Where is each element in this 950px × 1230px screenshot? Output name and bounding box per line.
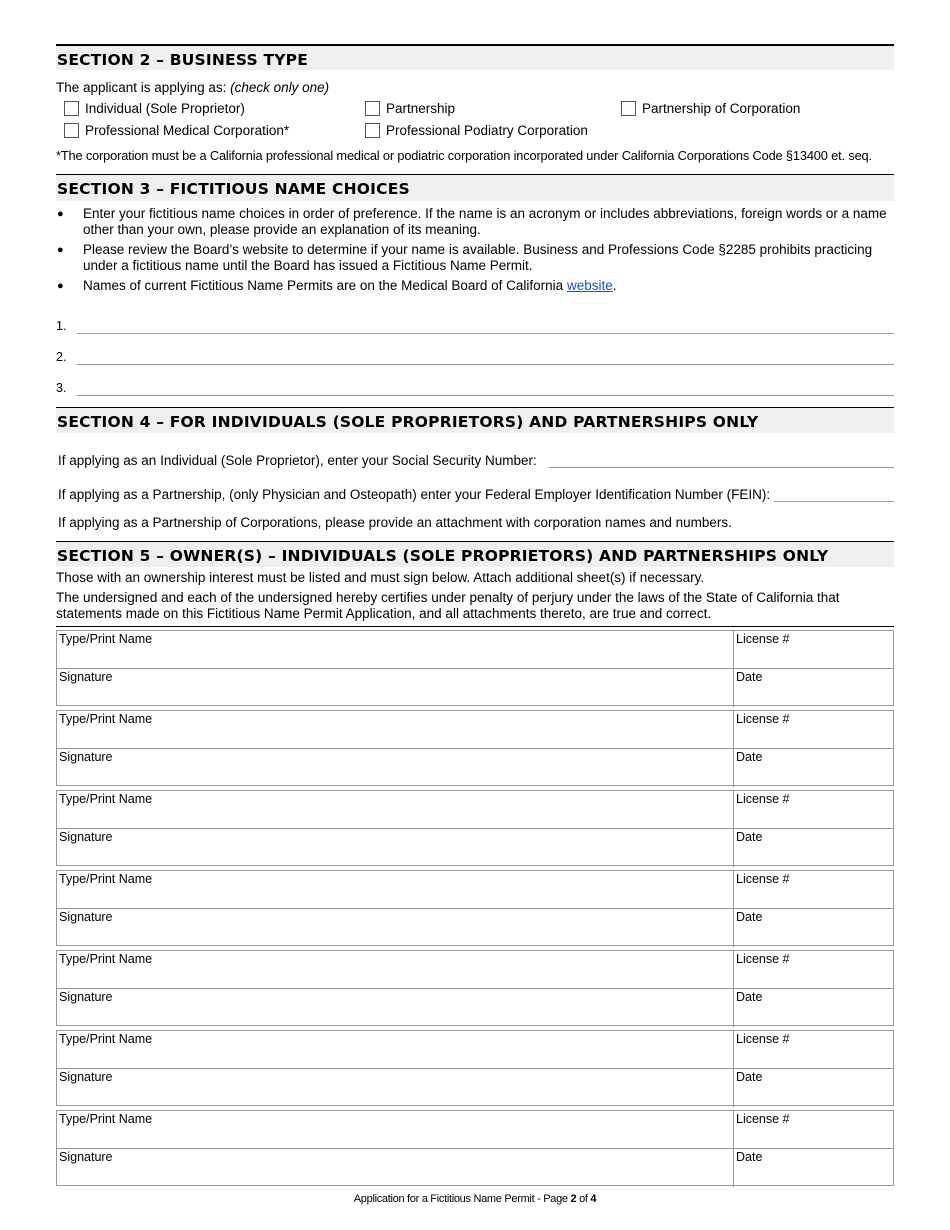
signature-label: Signature — [59, 750, 113, 764]
ssn-label: If applying as an Individual (Sole Proprietor), enter your Social Security Number: — [58, 453, 537, 468]
checkbox-row-1 — [56, 97, 894, 119]
option-label: Professional Medical Corporation* — [85, 122, 290, 138]
lead-text: The applicant is applying as: — [56, 80, 227, 95]
footer-text: Application for a Fictitious Name Permit - Page — [353, 1193, 568, 1205]
section-4 — [56, 407, 894, 530]
license-field[interactable] — [734, 951, 893, 989]
corporations-note: If applying as a Partnership of Corporations, please provide an attachment with corporation names and numbers. — [58, 515, 732, 530]
page-footer — [0, 1193, 950, 1205]
signature-field[interactable] — [57, 1149, 734, 1187]
date-field[interactable] — [734, 669, 893, 707]
print-name-label: Type/Print Name — [59, 632, 153, 646]
print-name-field[interactable] — [57, 711, 734, 749]
divider — [56, 626, 894, 627]
owner-block — [56, 870, 894, 946]
date-label: Date — [736, 670, 763, 684]
signature-field[interactable] — [57, 749, 734, 787]
date-field[interactable] — [734, 909, 893, 947]
section-5-title: SECTION 5 – OWNER(S) – INDIVIDUALS (SOLE PROPRIETORS) AND PARTNERSHIPS ONLY — [56, 541, 894, 567]
corporations-note-row — [56, 514, 894, 530]
option-individual[interactable] — [64, 101, 365, 116]
license-field[interactable] — [734, 1111, 893, 1149]
section-2-title: SECTION 2 – BUSINESS TYPE — [56, 44, 894, 70]
print-name-label: Type/Print Name — [59, 1032, 153, 1046]
license-label: License # — [736, 872, 790, 886]
line-number: 1. — [56, 319, 67, 333]
signature-field[interactable] — [57, 669, 734, 707]
bullet-3-end: . — [612, 278, 617, 293]
bullet-icon: ● — [57, 208, 64, 220]
bullet-icon: ● — [57, 280, 64, 292]
signature-label: Signature — [59, 830, 113, 844]
certification-statement: The undersigned and each of the undersigned hereby certifies under penalty of perjury under the laws of the State of California that statements made on this Fictitious Name Permit Application, and all attachments thereto, are true and correct. — [56, 590, 840, 621]
print-name-field[interactable] — [57, 951, 734, 989]
option-professional-podiatry[interactable] — [365, 123, 588, 138]
license-field[interactable] — [734, 631, 893, 669]
date-label: Date — [736, 830, 763, 844]
option-label: Individual (Sole Proprietor) — [85, 100, 245, 116]
partnership-of-corporation-checkbox[interactable] — [621, 101, 636, 116]
list-item — [56, 206, 894, 238]
option-label: Professional Podiatry Corporation — [386, 122, 588, 138]
print-name-field[interactable] — [57, 1111, 734, 1149]
section-2 — [56, 44, 894, 175]
individual-checkbox[interactable] — [64, 101, 79, 116]
date-field[interactable] — [734, 989, 893, 1027]
print-name-label: Type/Print Name — [59, 712, 153, 726]
owner-block — [56, 630, 894, 706]
checkbox-row-2 — [56, 119, 894, 141]
print-name-label: Type/Print Name — [59, 952, 153, 966]
signature-label: Signature — [59, 670, 113, 684]
owners-table — [56, 630, 894, 1186]
name-choice-3-input[interactable] — [77, 395, 894, 396]
date-field[interactable] — [734, 749, 893, 787]
section-4-title: SECTION 4 – FOR INDIVIDUALS (SOLE PROPRIETORS) AND PARTNERSHIPS ONLY — [56, 407, 894, 433]
lead-note: (check only one) — [230, 80, 330, 95]
instructions-list — [56, 206, 894, 294]
date-field[interactable] — [734, 829, 893, 867]
ownership-instruction: Those with an ownership interest must be listed and must sign below. Attach additional sheet(s) if necessary. — [56, 570, 705, 585]
professional-podiatry-checkbox[interactable] — [365, 123, 380, 138]
signature-label: Signature — [59, 1070, 113, 1084]
list-item — [56, 242, 894, 274]
owner-block — [56, 1030, 894, 1106]
date-label: Date — [736, 1070, 763, 1084]
owner-block — [56, 790, 894, 866]
fein-input[interactable] — [774, 501, 894, 502]
website-link[interactable]: website — [566, 278, 613, 293]
print-name-field[interactable] — [57, 791, 734, 829]
bullet-text — [83, 278, 894, 294]
license-field[interactable] — [734, 711, 893, 749]
license-label: License # — [736, 632, 790, 646]
signature-field[interactable] — [57, 1069, 734, 1107]
date-field[interactable] — [734, 1069, 893, 1107]
name-choice-1 — [56, 304, 894, 335]
license-label: License # — [736, 1032, 790, 1046]
section-5 — [56, 541, 894, 1186]
signature-label: Signature — [59, 1150, 113, 1164]
name-choice-2 — [56, 335, 894, 366]
professional-medical-checkbox[interactable] — [64, 123, 79, 138]
license-label: License # — [736, 1112, 790, 1126]
corporation-footnote: *The corporation must be a California professional medical or podiatric corporation incorporated under California Corporations Code §13400 et. seq. — [56, 148, 872, 163]
license-label: License # — [736, 792, 790, 806]
name-choice-3 — [56, 366, 894, 397]
signature-label: Signature — [59, 910, 113, 924]
option-partnership[interactable] — [365, 101, 621, 116]
date-label: Date — [736, 990, 763, 1004]
business-type-lead — [56, 79, 894, 97]
owner-block — [56, 950, 894, 1026]
owner-block — [56, 1110, 894, 1186]
print-name-label: Type/Print Name — [59, 872, 153, 886]
bullet-3-text: Names of current Fictitious Name Permits are on the Medical Board of California — [83, 278, 564, 293]
signature-field[interactable] — [57, 909, 734, 947]
date-label: Date — [736, 750, 763, 764]
footer-of: of — [579, 1193, 588, 1205]
license-label: License # — [736, 712, 790, 726]
print-name-label: Type/Print Name — [59, 792, 153, 806]
date-label: Date — [736, 1150, 763, 1164]
bullet-text: Please review the Board’s website to determine if your name is available. Business and Professions Code §2285 prohibits practicing under a fictitious name until the Board has issued a Fictitious Name Permit. — [83, 242, 873, 273]
list-item — [56, 278, 894, 294]
print-name-field[interactable] — [57, 871, 734, 909]
name-choice-2-input[interactable] — [77, 364, 894, 365]
fein-row — [56, 480, 894, 502]
option-partnership-of-corporation[interactable] — [621, 101, 800, 116]
option-professional-medical[interactable] — [64, 123, 365, 138]
line-number: 2. — [56, 350, 67, 364]
license-field[interactable] — [734, 791, 893, 829]
footer-page-total: 4 — [590, 1193, 597, 1205]
partnership-checkbox[interactable] — [365, 101, 380, 116]
fein-label: If applying as a Partnership, (only Physician and Osteopath) enter your Federal Employer Identification Number (FEIN): — [58, 487, 771, 502]
signature-field[interactable] — [57, 989, 734, 1027]
date-field[interactable] — [734, 1149, 893, 1187]
license-field[interactable] — [734, 1031, 893, 1069]
section-3 — [56, 175, 894, 397]
signature-label: Signature — [59, 990, 113, 1004]
owner-block — [56, 710, 894, 786]
print-name-label: Type/Print Name — [59, 1112, 153, 1126]
line-number: 3. — [56, 381, 67, 395]
fictitious-name-fields — [56, 304, 894, 397]
signature-field[interactable] — [57, 829, 734, 867]
print-name-field[interactable] — [57, 1031, 734, 1069]
license-label: License # — [736, 952, 790, 966]
form-page — [56, 44, 894, 1190]
option-label: Partnership — [386, 100, 456, 116]
date-label: Date — [736, 910, 763, 924]
name-choice-1-input[interactable] — [77, 333, 894, 334]
bullet-text: Enter your fictitious name choices in order of preference. If the name is an acronym or includes abbreviations, foreign words or a name other than your own, please provide an explanation of its meaning. — [83, 206, 887, 237]
section-3-title: SECTION 3 – FICTITIOUS NAME CHOICES — [56, 175, 894, 201]
ssn-row — [56, 446, 894, 468]
bullet-icon: ● — [57, 244, 64, 256]
option-label: Partnership of Corporation — [642, 100, 801, 116]
ssn-input[interactable] — [549, 467, 894, 468]
print-name-field[interactable] — [57, 631, 734, 669]
license-field[interactable] — [734, 871, 893, 909]
footer-page-number: 2 — [570, 1193, 577, 1205]
